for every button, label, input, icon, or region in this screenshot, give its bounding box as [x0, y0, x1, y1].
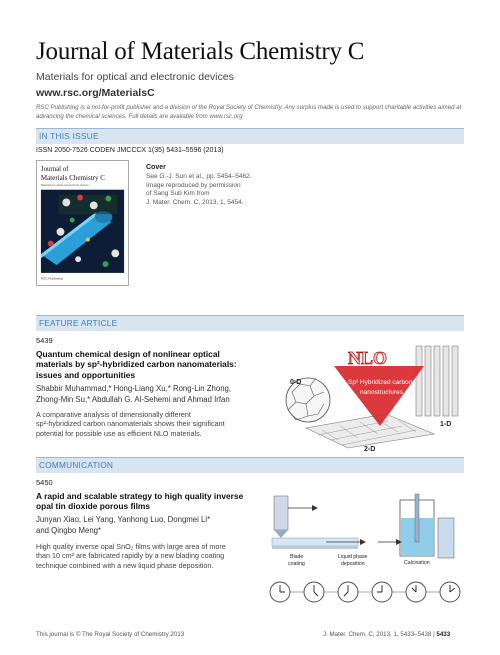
feature-article-title[interactable]: [36, 349, 261, 380]
beaker-icon: [400, 494, 454, 558]
cover-thumb-title-line1: Journal of: [40, 166, 69, 174]
cover-description: [146, 173, 281, 207]
title-line: A rapid and scalable strategy to high quality inverse: [36, 491, 244, 501]
cover-thumb-publisher: RSC Publishing: [40, 276, 63, 281]
communication-authors: [36, 515, 266, 536]
author-line: Junyan Xiao, Lei Yang, Yanhong Luo, Dongmei Li*: [36, 515, 211, 524]
footer-citation: [323, 631, 450, 638]
footer-separator: |: [433, 631, 437, 638]
issn-line: ISSN 2050-7526 CODEN JMCCCX 1(35) 5431–5596 (2013): [36, 147, 224, 154]
footer-page-number: 5433: [436, 631, 451, 638]
title-line: materials by sp²-hybridized carbon nanomaterials:: [36, 359, 237, 370]
feature-article-authors: [36, 384, 266, 405]
cover-line: of Sang Sub Kim from: [146, 190, 210, 198]
label-2d: 2-D: [364, 446, 376, 452]
cover-thumb-subtitle: Materials for optical and electronic devices: [40, 183, 89, 187]
cover-image[interactable]: [36, 160, 129, 286]
step-deposition: deposition: [341, 561, 365, 567]
journal-title: Journal of Materials Chemistry C: [36, 38, 365, 65]
title-line: opal tin dioxide porous films: [36, 501, 150, 512]
step-blade: Blade: [290, 554, 304, 560]
author-line: Shabbir Muhammad,* Hong-Liang Xu,* Rong-Lin Zhong,: [36, 384, 232, 393]
section-heading-communication: COMMUNICATION: [36, 458, 464, 473]
feature-article-abstract: [36, 410, 266, 438]
feature-page-number: 5439: [36, 336, 53, 345]
abstract-line: sp²-hybridized carbon nanomaterials shows their significant: [36, 419, 225, 429]
abstract-line: High quality inverse opal SnO₂ films with large area of more: [36, 542, 226, 551]
abstract-line: than 10 cm² are fabricated rapidly by a new blading coating: [36, 551, 225, 561]
journal-url[interactable]: www.rsc.org/MaterialsC: [36, 87, 155, 99]
footer-citation-text: J. Mater. Chem. C, 2013, 1, 5433–5438: [323, 631, 432, 638]
nlo-triangle: [334, 366, 424, 426]
center-label-line1: Sp² Hybridized carbon: [348, 379, 413, 386]
section-heading-feature-article: FEATURE ARTICLE: [36, 316, 464, 331]
cover-line: J. Mater. Chem. C, 2013, 1, 5454.: [146, 198, 244, 206]
communication-abstract: [36, 542, 266, 570]
blade-coating-icon: [274, 496, 318, 538]
graphene-sheet-icon: [306, 414, 434, 448]
author-line: and Qingbo Meng*: [36, 525, 102, 535]
abstract-line: technique combined with a new liquid phase deposition.: [36, 560, 214, 570]
cover-heading: Cover: [146, 164, 166, 171]
communication-title[interactable]: [36, 491, 261, 512]
cover-thumb-title-line2: Materials Chemistry C: [40, 173, 105, 182]
cover-line: Image reproduced by permission: [146, 181, 241, 189]
abstract-line: potential for possible use as efficient NLO materials.: [36, 428, 202, 438]
step-calcination: Calcination: [404, 560, 430, 566]
section-heading-in-this-issue: IN THIS ISSUE: [36, 129, 464, 144]
footer-copyright: This journal is © The Royal Society of Chemistry 2013: [36, 631, 185, 638]
label-0d: 0-D: [290, 379, 302, 386]
cover-line: See G.-J. Sun et al., pp. 5454–5462.: [146, 173, 252, 180]
author-line: Zhong-Min Su,* Abdullah G. Al-Sehemi and Ahmad Irfan: [36, 394, 230, 404]
title-line: issues and opportunities: [36, 369, 136, 380]
opal-film-icon: [272, 538, 358, 549]
publisher-note: RSC Publishing is a not-for-profit publisher and a division of the Royal Society of Chemistry. Any surplus made is used to support charitable activities aimed at advancing the chemical sciences. Full details are available from www.rsc.org: [36, 104, 462, 120]
abstract-line: A comparative analysis of dimensionally different: [36, 410, 191, 419]
nanotube-array-icon: [416, 346, 458, 416]
communication-toc-graphic[interactable]: [268, 488, 464, 616]
step-liquid-phase: Liquid phase: [338, 554, 368, 560]
title-line: Quantum chemical design of nonlinear optical: [36, 349, 220, 359]
journal-subtitle: Materials for optical and electronic devices: [36, 71, 234, 83]
feature-toc-graphic[interactable]: [278, 340, 464, 452]
label-1d: 1-D: [440, 421, 452, 428]
communication-page-number: 5450: [36, 478, 53, 487]
nlo-label: NLO: [348, 348, 388, 368]
step-coating: coating: [288, 561, 305, 567]
center-label-line2: nanostructures: [360, 389, 403, 396]
